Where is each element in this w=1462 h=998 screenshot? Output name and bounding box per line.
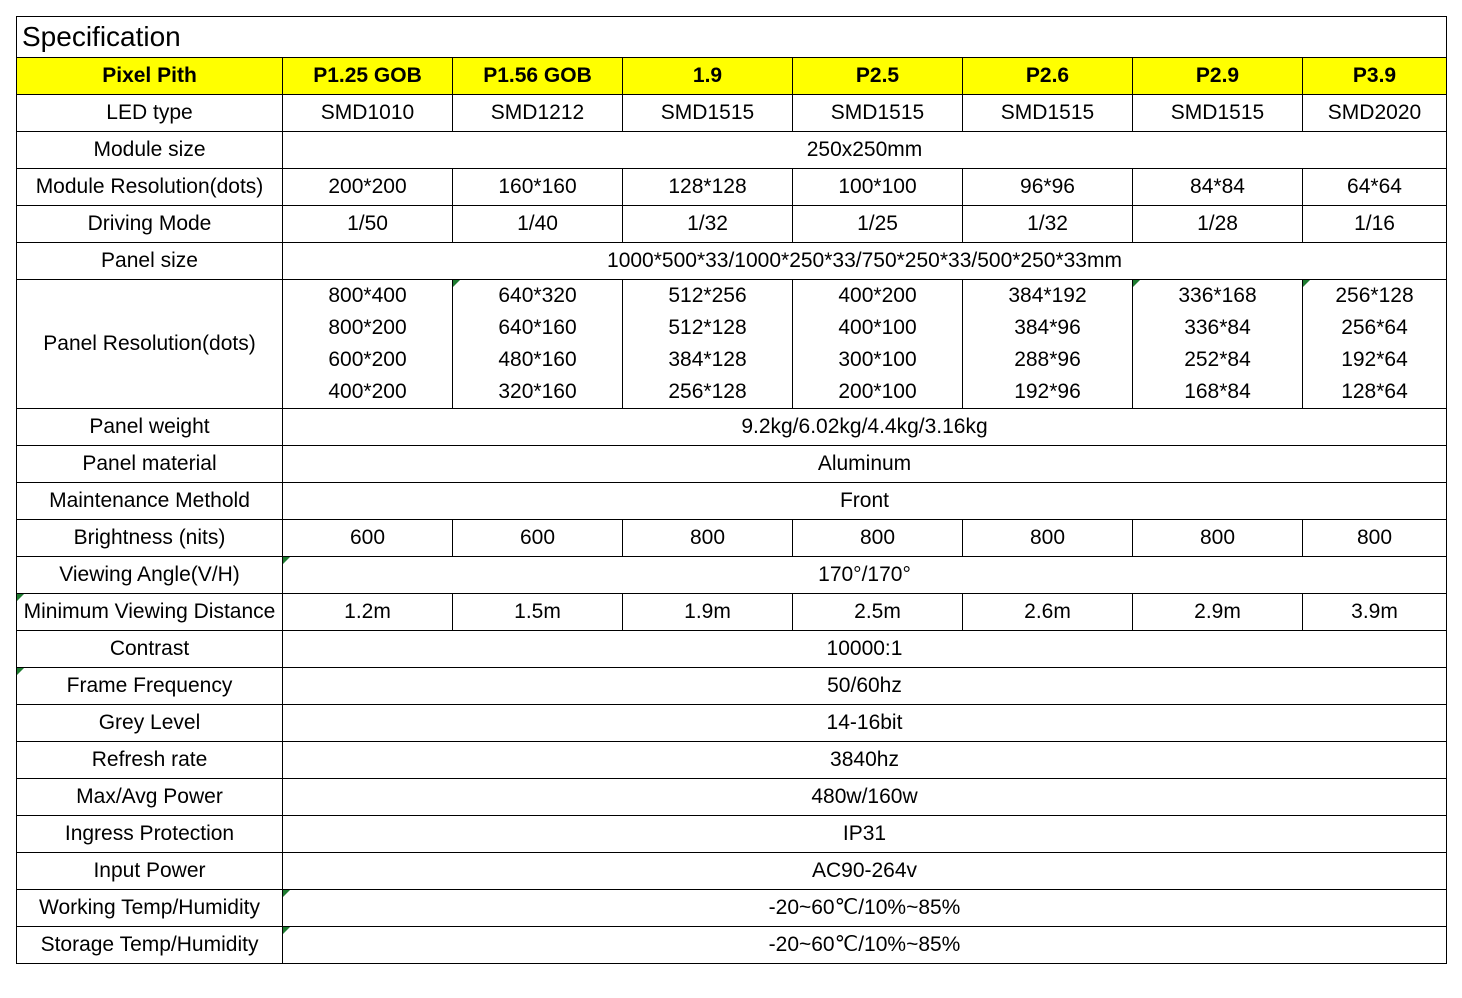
value-line: 800*400: [328, 284, 407, 307]
table-row: [17, 483, 1447, 520]
value-line: 512*128: [668, 316, 747, 339]
column-header: 1.9: [623, 58, 793, 95]
row-label-text: Ingress Protection: [64, 822, 235, 845]
value-cell: 1/40: [453, 206, 623, 243]
value-line: 200*100: [838, 380, 917, 403]
table-title: Specification: [17, 17, 1447, 58]
value-cell: 96*96: [963, 169, 1133, 206]
value-cell: SMD1515: [963, 95, 1133, 132]
merged-value-cell: -20~60℃/10%~85%: [283, 927, 1447, 964]
value-line: 640*320: [498, 284, 577, 307]
table-row: [17, 927, 1447, 964]
row-label-text: Minimum Viewing Distance: [23, 600, 276, 623]
column-header: P2.5: [793, 58, 963, 95]
value-cell: SMD1515: [623, 95, 793, 132]
value-cell: 800: [1303, 520, 1447, 557]
value-line: 512*256: [668, 284, 747, 307]
table-row: [17, 816, 1447, 853]
column-header: P1.56 GOB: [453, 58, 623, 95]
table-row: [17, 446, 1447, 483]
row-label: [17, 816, 283, 853]
value-line: 288*96: [1014, 348, 1081, 371]
row-label: [17, 206, 283, 243]
multi-value-cell: [793, 280, 963, 409]
merged-value-cell: 480w/160w: [283, 779, 1447, 816]
value-line: 400*200: [328, 380, 407, 403]
row-label: [17, 890, 283, 927]
row-label: [17, 742, 283, 779]
column-header: Pixel Pith: [17, 58, 283, 95]
row-label-text: Refresh rate: [91, 748, 208, 771]
row-label-text: Panel material: [82, 452, 217, 475]
table-row: [17, 95, 1447, 132]
table-row: [17, 668, 1447, 705]
merged-value-cell: 14-16bit: [283, 705, 1447, 742]
value-cell: 160*160: [453, 169, 623, 206]
merged-value-cell: 1000*500*33/1000*250*33/750*250*33/500*250*33mm: [283, 243, 1447, 280]
merged-value-cell: 250x250mm: [283, 132, 1447, 169]
value-line: 640*160: [498, 316, 577, 339]
multi-value-cell: [283, 280, 453, 409]
multi-value-cell: [453, 280, 623, 409]
value-cell: 100*100: [793, 169, 963, 206]
value-cell: 1.5m: [453, 594, 623, 631]
merged-value-cell: 50/60hz: [283, 668, 1447, 705]
row-label: [17, 132, 283, 169]
row-label: [17, 705, 283, 742]
value-line: 600*200: [328, 348, 407, 371]
row-label: [17, 779, 283, 816]
value-cell: 1.9m: [623, 594, 793, 631]
value-line: 384*96: [1014, 316, 1081, 339]
row-label: [17, 169, 283, 206]
row-label: [17, 631, 283, 668]
value-cell: 3.9m: [1303, 594, 1447, 631]
row-label: [17, 243, 283, 280]
value-cell: SMD1010: [283, 95, 453, 132]
value-line: 400*100: [838, 316, 917, 339]
table-row: [17, 594, 1447, 631]
value-line: 336*84: [1184, 316, 1251, 339]
value-cell: 1/25: [793, 206, 963, 243]
value-line: 400*200: [838, 284, 917, 307]
value-cell: 1/16: [1303, 206, 1447, 243]
row-label-text: Driving Mode: [87, 212, 212, 235]
row-label: [17, 557, 283, 594]
multi-value-cell: [623, 280, 793, 409]
value-line: 128*64: [1341, 380, 1408, 403]
row-label-text: Frame Frequency: [66, 674, 233, 697]
value-line: 384*128: [668, 348, 747, 371]
table-row: [17, 243, 1447, 280]
row-label: [17, 409, 283, 446]
row-label: [17, 280, 283, 409]
row-label: [17, 520, 283, 557]
row-label-text: Module Resolution(dots): [35, 175, 264, 198]
value-cell: 800: [1133, 520, 1303, 557]
row-label: [17, 95, 283, 132]
value-line: 168*84: [1184, 380, 1251, 403]
row-label-text: Panel Resolution(dots): [43, 332, 256, 355]
table-row: [17, 890, 1447, 927]
value-cell: 600: [283, 520, 453, 557]
value-cell: 128*128: [623, 169, 793, 206]
table-row: [17, 557, 1447, 594]
value-line: 320*160: [498, 380, 577, 403]
row-label-text: Maintenance Methold: [49, 489, 250, 512]
table-row: [17, 280, 1447, 409]
row-label-text: Viewing Angle(V/H): [59, 563, 240, 586]
multi-value-cell: [963, 280, 1133, 409]
value-cell: 2.9m: [1133, 594, 1303, 631]
table-row: [17, 705, 1447, 742]
table-row: [17, 631, 1447, 668]
row-label: [17, 446, 283, 483]
merged-value-cell: Aluminum: [283, 446, 1447, 483]
value-cell: 1.2m: [283, 594, 453, 631]
value-cell: SMD1515: [1133, 95, 1303, 132]
value-line: 300*100: [838, 348, 917, 371]
specification-table: [16, 16, 1447, 964]
value-cell: 200*200: [283, 169, 453, 206]
merged-value-cell: 9.2kg/6.02kg/4.4kg/3.16kg: [283, 409, 1447, 446]
value-cell: 600: [453, 520, 623, 557]
row-label: [17, 927, 283, 964]
row-label: [17, 853, 283, 890]
value-cell: 2.5m: [793, 594, 963, 631]
merged-value-cell: 10000:1: [283, 631, 1447, 668]
table-row: [17, 132, 1447, 169]
value-cell: 84*84: [1133, 169, 1303, 206]
header-row: [17, 58, 1447, 95]
table-row: [17, 853, 1447, 890]
merged-value-cell: 3840hz: [283, 742, 1447, 779]
row-label-text: LED type: [106, 101, 193, 124]
value-line: 480*160: [498, 348, 577, 371]
table-row: [17, 409, 1447, 446]
column-header: P3.9: [1303, 58, 1447, 95]
row-label-text: Grey Level: [98, 711, 201, 734]
value-line: 800*200: [328, 316, 407, 339]
value-cell: SMD2020: [1303, 95, 1447, 132]
row-label: [17, 594, 283, 631]
value-line: 192*64: [1341, 348, 1408, 371]
row-label: [17, 483, 283, 520]
table-row: [17, 742, 1447, 779]
row-label-text: Contrast: [109, 637, 190, 660]
row-label-text: Working Temp/Humidity: [39, 896, 260, 919]
row-label-text: Module size: [93, 138, 206, 161]
row-label-text: Panel weight: [89, 415, 210, 438]
multi-value-cell: [1133, 280, 1303, 409]
title-row: [17, 17, 1447, 58]
multi-value-cell: [1303, 280, 1447, 409]
value-line: 256*128: [1335, 284, 1414, 307]
row-label-text: Max/Avg Power: [76, 785, 223, 808]
row-label: [17, 668, 283, 705]
value-cell: 800: [963, 520, 1133, 557]
merged-value-cell: Front: [283, 483, 1447, 520]
row-label-text: Panel size: [101, 249, 198, 272]
value-cell: 1/50: [283, 206, 453, 243]
row-label-text: Storage Temp/Humidity: [40, 933, 259, 956]
column-header: P2.9: [1133, 58, 1303, 95]
value-line: 256*64: [1341, 316, 1408, 339]
value-line: 384*192: [1008, 284, 1087, 307]
merged-value-cell: IP31: [283, 816, 1447, 853]
value-line: 336*168: [1178, 284, 1257, 307]
table-row: [17, 779, 1447, 816]
value-cell: 64*64: [1303, 169, 1447, 206]
value-line: 192*96: [1014, 380, 1081, 403]
merged-value-cell: -20~60℃/10%~85%: [283, 890, 1447, 927]
value-cell: SMD1212: [453, 95, 623, 132]
table-row: [17, 169, 1447, 206]
value-line: 252*84: [1184, 348, 1251, 371]
merged-value-cell: AC90-264v: [283, 853, 1447, 890]
value-cell: 2.6m: [963, 594, 1133, 631]
value-cell: 800: [623, 520, 793, 557]
table-row: [17, 206, 1447, 243]
merged-value-cell: 170°/170°: [283, 557, 1447, 594]
value-cell: 1/32: [963, 206, 1133, 243]
value-cell: 1/28: [1133, 206, 1303, 243]
row-label-text: Brightness (nits): [73, 526, 226, 549]
value-cell: 1/32: [623, 206, 793, 243]
value-cell: SMD1515: [793, 95, 963, 132]
row-label-text: Input Power: [93, 859, 206, 882]
column-header: P1.25 GOB: [283, 58, 453, 95]
column-header: P2.6: [963, 58, 1133, 95]
value-line: 256*128: [668, 380, 747, 403]
table-row: [17, 520, 1447, 557]
value-cell: 800: [793, 520, 963, 557]
